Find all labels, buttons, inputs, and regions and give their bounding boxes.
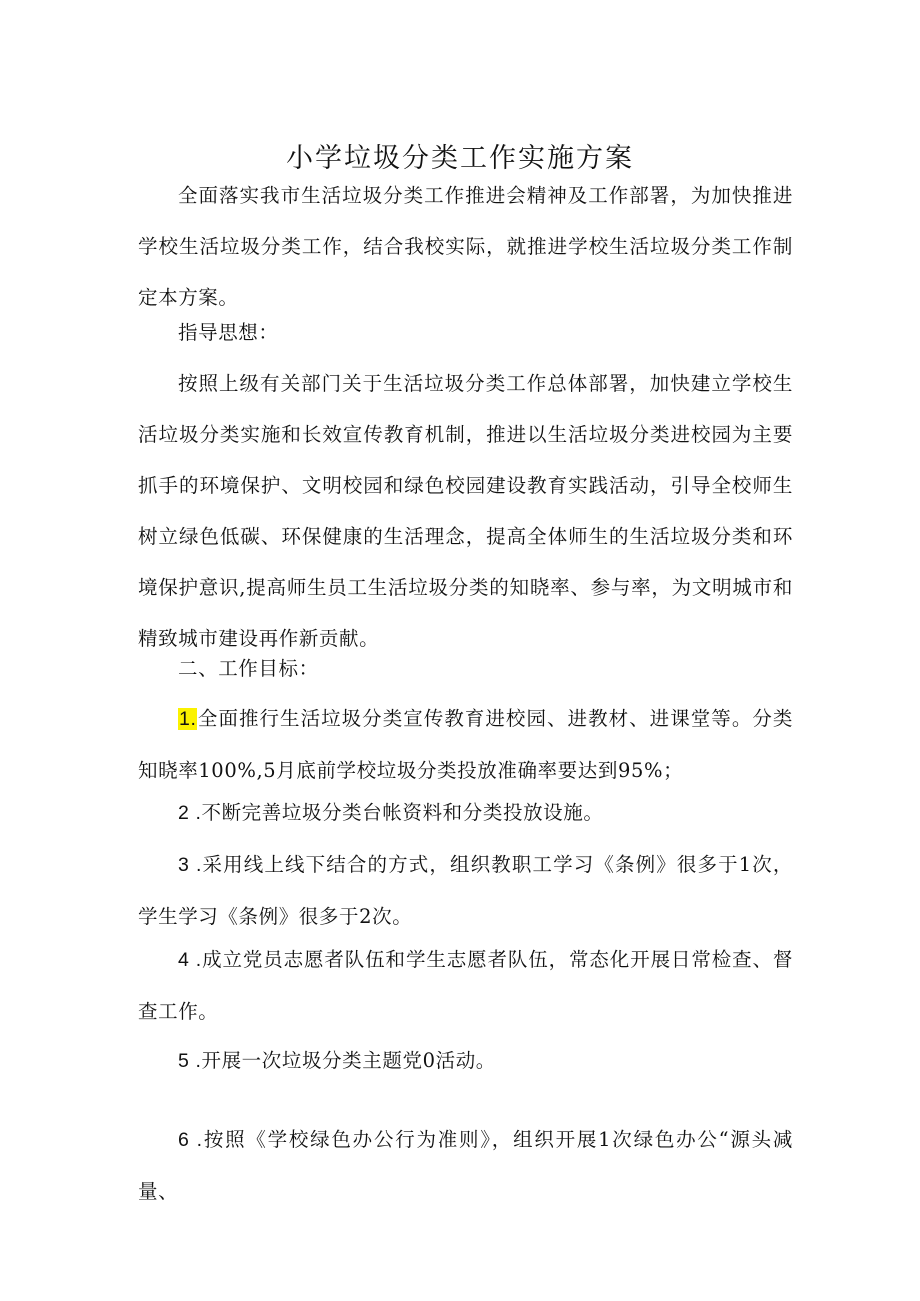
goal-text: 采用线上线下结合的方式，组织教职工学习《条例》很多于1次，学生学习《条例》很多于2次。 bbox=[138, 853, 794, 928]
goal-number: 2 . bbox=[178, 802, 202, 824]
goal-text: 开展一次垃圾分类主题党0活动。 bbox=[201, 1049, 496, 1072]
goal-item-2 bbox=[138, 787, 793, 839]
goal-number: 3 . bbox=[178, 854, 203, 876]
goal-item-6 bbox=[138, 1114, 793, 1217]
goal-text: 按照《学校绿色办公行为准则》，组织开展1次绿色办公“源头减量、 bbox=[138, 1128, 794, 1203]
section-heading-work-goals: 二、工作目标： bbox=[178, 657, 319, 680]
goal-text: 成立党员志愿者队伍和学生志愿者队伍，常态化开展日常检查、督查工作。 bbox=[138, 948, 794, 1023]
goal-text: 不断完善垃圾分类台帐资料和分类投放设施。 bbox=[201, 801, 604, 824]
goal-item-3 bbox=[138, 839, 793, 942]
goal-number: 5 . bbox=[178, 1050, 202, 1072]
intro-paragraph: 全面落实我市生活垃圾分类工作推进会精神及工作部署，为加快推进学校生活垃圾分类工作，结合我校实际，就推进学校生活垃圾分类工作制定本方案。 bbox=[138, 184, 793, 309]
goal-number-highlighted: 1. bbox=[179, 708, 197, 730]
goal-item-5 bbox=[138, 1035, 793, 1087]
goal-item-1 bbox=[138, 693, 793, 796]
guiding-ideology-paragraph: 按照上级有关部门关于生活垃圾分类工作总体部署，加快建立学校生活垃圾分类实施和长效宣传教育机制，推进以生活垃圾分类进校园为主要抓手的环境保护、文明校园和绿色校园建设教育实践活动，引导全校师生树立绿色低碳、环保健康的生活理念，提高全体师生的生活垃圾分类和环境保护意识,提高师生员工生活垃圾分类的知晓率、参与率，为文明城市和精致城市建设再作新贡献。 bbox=[138, 372, 793, 650]
goal-number: 4 . bbox=[178, 949, 202, 971]
goal-text: 全面推行生活垃圾分类宣传教育进校园、进教材、进课堂等。分类知晓率100%,5月底前学校垃圾分类投放准确率要达到95%； bbox=[138, 707, 793, 782]
section-heading-guiding-ideology: 指导思想： bbox=[178, 321, 279, 344]
goal-number: 6 . bbox=[178, 1129, 203, 1151]
goal-item-4 bbox=[138, 934, 793, 1037]
document-title: 小学垃圾分类工作实施方案 bbox=[286, 143, 634, 175]
